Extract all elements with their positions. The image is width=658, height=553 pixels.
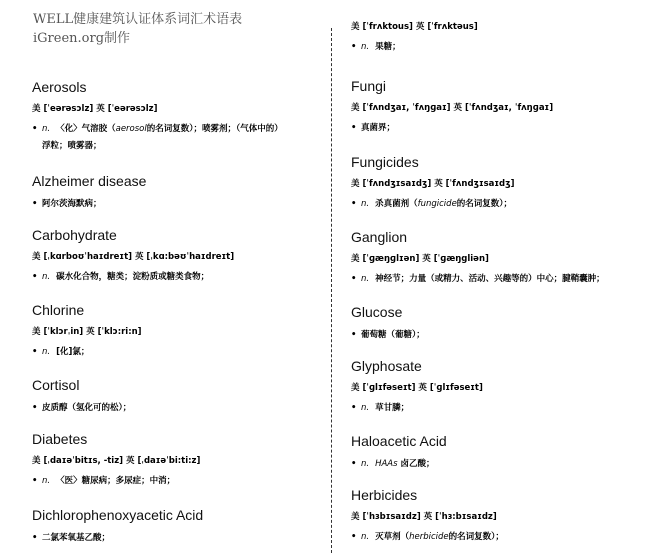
glossary-entry xyxy=(351,228,651,288)
bullet-icon: • xyxy=(351,403,357,413)
entry-definition: • n. 〈医〉糖尿病；多尿症；中消； xyxy=(32,473,322,490)
entry-term: Alzheimer disease xyxy=(32,173,147,189)
part-of-speech: n. xyxy=(361,42,370,52)
entry-definition: • n. 果糖； xyxy=(351,39,651,56)
bullet-icon: • xyxy=(32,124,38,134)
entry-definition: • 二氯苯氧基乙酸； xyxy=(32,530,322,547)
entry-definition: • n. [化]氯； xyxy=(32,344,322,361)
part-of-speech: n. xyxy=(361,403,370,413)
bullet-icon: • xyxy=(351,199,357,209)
entry-term: Ganglion xyxy=(351,229,408,245)
part-of-speech: n. xyxy=(361,532,370,542)
entry-definition: • n. 灭草剂（herbicide的名词复数）； xyxy=(351,529,651,546)
entry-term: Chlorine xyxy=(32,302,85,318)
entry-definition: • n. 草甘膦； xyxy=(351,400,651,417)
bullet-icon: • xyxy=(351,123,357,133)
entry-term: Fungi xyxy=(351,78,387,94)
glossary-entry xyxy=(351,21,651,56)
part-of-speech: n. xyxy=(361,199,370,209)
entry-definition: • 皮质醇（氢化可的松）； xyxy=(32,400,322,417)
entry-term: Glucose xyxy=(351,304,403,320)
glossary-credit: iGreen.org制作 xyxy=(33,31,131,46)
entry-term: Cortisol xyxy=(32,377,80,393)
glossary-entry xyxy=(32,226,322,286)
bullet-icon: • xyxy=(32,533,38,543)
entry-term: Glyphosate xyxy=(351,358,422,374)
entry-phonetic: 美 [ˈfʌndʒɪsaɪdʒ] 英 [ˈfʌndʒɪsaɪdʒ] xyxy=(351,179,515,189)
entry-phonetic: 美 [ˈɡæŋɡlɪən] 英 [ˈɡæŋgliən] xyxy=(351,254,489,264)
entry-phonetic: 美 [ˈfrʌktous] 英 [ˈfrʌktəus] xyxy=(351,22,478,32)
entry-phonetic: 美 [ˈhɜbɪsaɪdz] 英 [ˈhɜ:bɪsaɪdz] xyxy=(351,512,497,522)
entry-phonetic: 美 [ˈfʌndʒaɪ, ˈfʌŋɡaɪ] 英 [ˈfʌndʒaɪ, ˈfʌŋɡaɪ] xyxy=(351,103,554,113)
document-header xyxy=(33,10,242,48)
bullet-icon: • xyxy=(32,347,38,357)
entry-term: Dichlorophenoxyacetic Acid xyxy=(32,507,204,523)
entry-term: Aerosols xyxy=(32,79,87,95)
bullet-icon: • xyxy=(351,459,357,469)
entry-definition: • n. 神经节；力量（或精力、活动、兴趣等的）中心；腱鞘囊肿； xyxy=(351,271,651,288)
glossary-entry xyxy=(32,430,322,490)
bullet-icon: • xyxy=(32,199,38,209)
bullet-icon: • xyxy=(351,42,357,52)
entry-definition: • n. 碳水化合物，糖类；淀粉质或糖类食物； xyxy=(32,269,322,286)
part-of-speech: n. xyxy=(42,124,51,134)
entry-term: Haloacetic Acid xyxy=(351,433,447,449)
part-of-speech: n. xyxy=(42,347,51,357)
entry-term: Diabetes xyxy=(32,431,88,447)
glossary-entry xyxy=(351,153,651,213)
column-divider xyxy=(331,28,332,553)
bullet-icon: • xyxy=(32,403,38,413)
glossary-entry xyxy=(32,506,322,547)
glossary-entry xyxy=(351,77,651,137)
bullet-icon: • xyxy=(351,274,357,284)
bullet-icon: • xyxy=(32,272,38,282)
part-of-speech: n. xyxy=(361,459,370,469)
part-of-speech: n. xyxy=(42,476,51,486)
entry-definition: • n. HAAs 卤乙酸； xyxy=(351,456,651,473)
glossary-entry xyxy=(32,78,322,155)
entry-term: Herbicides xyxy=(351,487,418,503)
entry-definition: • 阿尔茨海默病； xyxy=(32,196,322,213)
glossary-entry xyxy=(351,486,651,546)
entry-phonetic: 美 [ˈeərəsɔlz] 英 [ˈeərəsɔlz] xyxy=(32,104,158,114)
bullet-icon: • xyxy=(351,330,357,340)
glossary-entry xyxy=(32,172,322,213)
entry-definition: • n. 杀真菌剂（fungicide的名词复数）； xyxy=(351,196,651,213)
entry-definition: • n. 〈化〉气溶胶（aerosol的名词复数）；喷雾剂；（气体中的） 浮粒；喷雾器； xyxy=(32,121,322,155)
glossary-entry xyxy=(351,357,651,417)
glossary-entry xyxy=(351,303,651,344)
glossary-entry xyxy=(32,376,322,417)
part-of-speech: n. xyxy=(361,274,370,284)
part-of-speech: n. xyxy=(42,272,51,282)
glossary-entry xyxy=(32,301,322,361)
glossary-entry xyxy=(351,432,651,473)
entry-term: Carbohydrate xyxy=(32,227,117,243)
entry-definition: • 真菌界； xyxy=(351,120,651,137)
glossary-title: WELL健康建筑认证体系词汇术语表 xyxy=(33,12,243,27)
entry-term: Fungicides xyxy=(351,154,419,170)
entry-phonetic: 美 [ˈɡlɪfəseɪt] 英 [ˈɡlɪfəseɪt] xyxy=(351,383,483,393)
bullet-icon: • xyxy=(32,476,38,486)
entry-phonetic: 美 [ˌkɑrboʊˈhaɪdreɪt] 英 [ˌkɑ:bəʊˈhaɪdreɪt] xyxy=(32,252,235,262)
entry-definition: • 葡萄糖（葡糖）； xyxy=(351,327,651,344)
entry-phonetic: 美 [ˈklɔrˌin] 英 [ˈklɔ:ri:n] xyxy=(32,327,142,337)
bullet-icon: • xyxy=(351,532,357,542)
entry-phonetic: 美 [ˌdaɪəˈbitɪs, -tiz] 英 [ˌdaɪəˈbi:ti:z] xyxy=(32,456,201,466)
